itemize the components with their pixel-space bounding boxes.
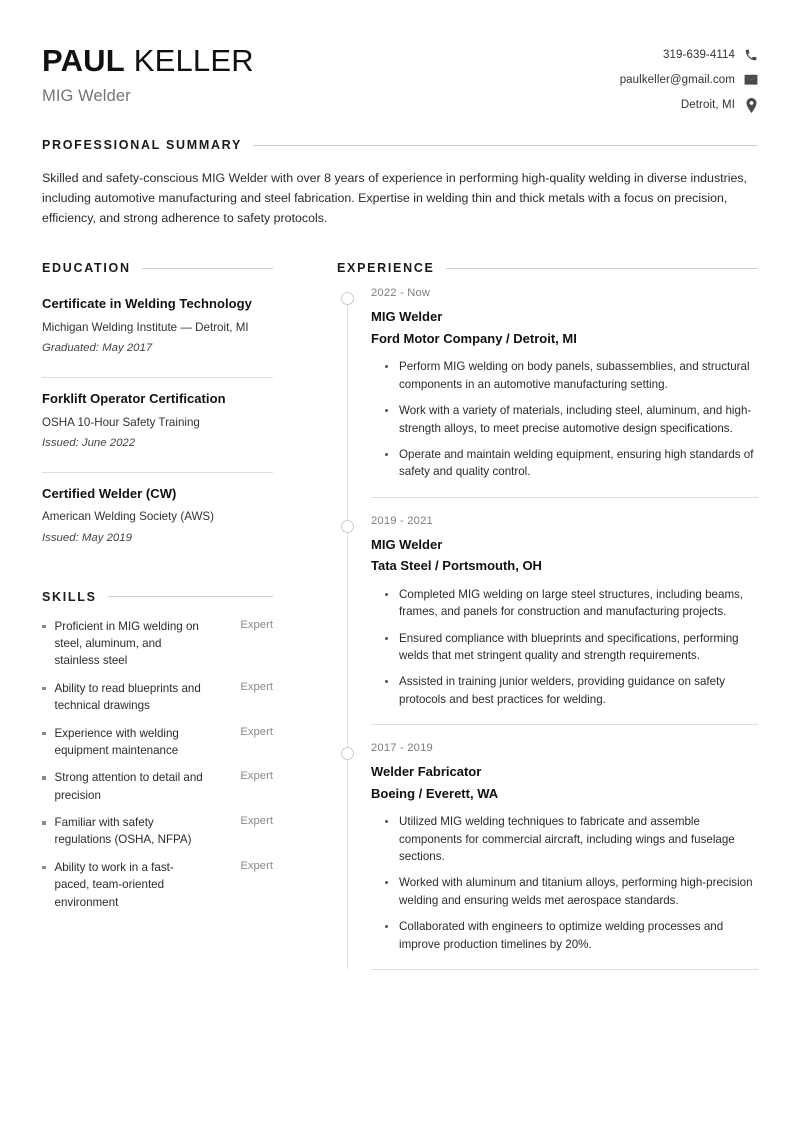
summary-section — [42, 138, 758, 228]
experience-bullet: Work with a variety of materials, including steel, aluminum, and high-strength alloys, to meet precise automotive design specifications. — [385, 402, 758, 437]
timeline-marker-icon — [341, 292, 354, 305]
timeline-marker-icon — [341, 520, 354, 533]
resume-header — [42, 38, 758, 112]
bullet-icon — [42, 776, 46, 780]
education-item — [42, 384, 273, 459]
education-date: Issued: May 2019 — [42, 531, 132, 544]
skill-level: Expert — [240, 859, 273, 872]
contact-phone[interactable] — [663, 48, 758, 62]
last-name: KELLER — [133, 43, 254, 78]
skill-name: Ability to read blueprints and technical drawings — [54, 681, 201, 713]
experience-bullets — [371, 813, 758, 953]
summary-text: Skilled and safety-conscious MIG Welder with over 8 years of experience in performing high-quality welding in diverse industries, including automotive manufacturing and steel fabrication. Expertise in welding thin and thick metals with a focus on precision, efficiency, and strong adherence to safety protocols. — [42, 171, 747, 226]
education-section — [42, 261, 273, 553]
skill-item — [42, 769, 273, 804]
skill-level: Expert — [240, 815, 273, 828]
experience-bullet: Perform MIG welding on body panels, subassemblies, and structural components in an automotive manufacturing setting. — [385, 358, 758, 393]
experience-role: Welder Fabricator — [371, 764, 482, 780]
experience-bullet: Collaborated with engineers to optimize welding processes and improve production timelines by 20%. — [385, 918, 758, 953]
section-rule — [142, 268, 273, 269]
skill-name: Strong attention to detail and precision — [54, 771, 203, 802]
education-heading: EDUCATION — [42, 261, 131, 276]
first-name: PAUL — [42, 43, 125, 78]
skills-list — [42, 618, 273, 911]
education-item — [42, 479, 273, 554]
education-school: American Welding Society (AWS) — [42, 510, 215, 524]
contact-location[interactable] — [681, 98, 758, 112]
experience-item — [337, 742, 758, 953]
skills-section-header — [42, 590, 273, 604]
skill-level: Expert — [240, 618, 273, 631]
identity-block — [42, 38, 254, 106]
education-date: Graduated: May 2017 — [42, 342, 153, 355]
timeline-marker-icon — [341, 747, 354, 760]
skill-item — [42, 618, 273, 670]
experience-bullets — [371, 586, 758, 708]
left-column — [42, 261, 273, 921]
education-item — [42, 289, 273, 364]
location-icon — [744, 98, 758, 112]
skill-level: Expert — [240, 725, 273, 738]
phone-icon — [744, 48, 758, 62]
contact-email-text: paulkeller@gmail.com — [619, 74, 735, 86]
education-school: OSHA 10-Hour Safety Training — [42, 415, 200, 429]
experience-section-header — [337, 261, 758, 275]
experience-bullet: Utilized MIG welding techniques to fabricate and assemble components for commercial aircraft, including wings and fuselage sections. — [385, 813, 758, 865]
experience-dates: 2017 - 2019 — [371, 742, 433, 755]
education-section-header — [42, 261, 273, 275]
skills-heading: SKILLS — [42, 589, 97, 604]
skills-section — [42, 590, 273, 911]
experience-company: Tata Steel / Portsmouth, OH — [371, 558, 542, 574]
experience-bullet: Operate and maintain welding equipment, ensuring high standards of safety and quality control. — [385, 446, 758, 481]
skill-item — [42, 814, 273, 849]
experience-role: MIG Welder — [371, 536, 443, 552]
skill-level: Expert — [240, 770, 273, 783]
section-rule — [108, 596, 273, 597]
experience-divider — [371, 969, 758, 970]
education-divider — [42, 472, 273, 473]
skill-item — [42, 859, 273, 911]
section-rule — [253, 145, 758, 146]
experience-role: MIG Welder — [371, 309, 443, 325]
contact-phone-text: 319-639-4114 — [663, 49, 735, 61]
experience-bullet: Completed MIG welding on large steel structures, including beams, frames, and panels for construction and manufacturing projects. — [385, 586, 758, 621]
education-degree: Certified Welder (CW) — [42, 485, 177, 501]
summary-heading: PROFESSIONAL SUMMARY — [42, 138, 242, 152]
experience-bullet: Worked with aluminum and titanium alloys, performing high-precision welding and ensuring welds met aerospace standards. — [385, 874, 758, 909]
skill-name: Experience with welding equipment maintenance — [54, 726, 179, 757]
education-divider — [42, 377, 273, 378]
bullet-icon — [42, 732, 46, 736]
experience-dates: 2019 - 2021 — [371, 514, 433, 527]
contact-list — [620, 38, 758, 112]
experience-bullet: Ensured compliance with blueprints and specifications, performing welds that met stringent quality and strength requirements. — [385, 630, 758, 665]
experience-divider — [371, 724, 758, 725]
skill-name: Ability to work in a fast-paced, team-oriented environment — [54, 860, 174, 909]
education-degree: Forklift Operator Certification — [42, 391, 226, 407]
job-title: MIG Welder — [42, 86, 131, 105]
skill-item — [42, 680, 273, 715]
experience-company: Boeing / Everett, WA — [371, 785, 499, 801]
section-rule — [446, 268, 758, 269]
experience-list — [337, 287, 758, 970]
experience-item — [337, 515, 758, 708]
resume-columns — [42, 261, 758, 987]
experience-divider — [371, 497, 758, 498]
skill-name: Familiar with safety regulations (OSHA, NFPA) — [54, 816, 192, 847]
education-list — [42, 289, 273, 553]
experience-dates: 2022 - Now — [371, 287, 431, 300]
skill-item — [42, 725, 273, 760]
bullet-icon — [42, 625, 46, 629]
contact-email[interactable] — [620, 73, 758, 87]
right-column — [337, 261, 758, 987]
education-degree: Certificate in Welding Technology — [42, 296, 252, 312]
candidate-name — [42, 44, 254, 79]
skill-name: Proficient in MIG welding on steel, aluminum, and stainless steel — [54, 619, 199, 668]
contact-location-text: Detroit, MI — [680, 99, 735, 111]
bullet-icon — [42, 866, 46, 870]
email-icon — [744, 73, 758, 87]
experience-item — [337, 287, 758, 480]
bullet-icon — [42, 821, 46, 825]
experience-heading: EXPERIENCE — [337, 261, 435, 276]
skill-level: Expert — [240, 680, 273, 693]
experience-bullet: Assisted in training junior welders, providing guidance on safety protocols and best practices for welding. — [385, 673, 758, 708]
bullet-icon — [42, 687, 46, 691]
education-school: Michigan Welding Institute — Detroit, MI — [42, 320, 249, 334]
experience-company: Ford Motor Company / Detroit, MI — [371, 330, 577, 346]
experience-bullets — [371, 358, 758, 480]
education-date: Issued: June 2022 — [42, 436, 136, 449]
timeline-line — [347, 297, 348, 969]
summary-section-header — [42, 138, 758, 152]
